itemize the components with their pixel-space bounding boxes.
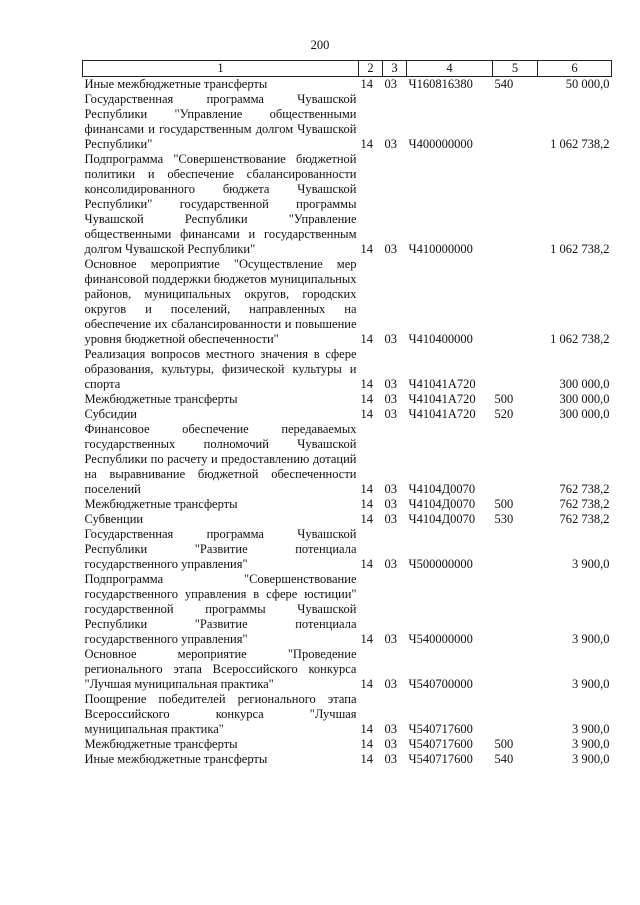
table-header-row bbox=[83, 61, 612, 77]
row-expense-type bbox=[493, 152, 538, 257]
row-expense-type bbox=[493, 257, 538, 347]
row-target-article: Ч540717600 bbox=[408, 737, 473, 751]
row-section: 14 bbox=[360, 242, 373, 256]
row-section: 14 bbox=[360, 77, 373, 91]
row-amount: 1 062 738,2 bbox=[550, 332, 610, 346]
table-row bbox=[83, 257, 612, 347]
row-expense-type bbox=[493, 527, 538, 572]
row-target-article: Ч4104Д0070 bbox=[408, 482, 476, 496]
row-amount: 1 062 738,2 bbox=[550, 137, 610, 151]
row-subsection: 03 bbox=[384, 752, 397, 766]
table-row bbox=[83, 572, 612, 647]
row-description: Субвенции bbox=[84, 512, 144, 526]
row-amount: 3 900,0 bbox=[572, 752, 610, 766]
budget-table bbox=[82, 60, 612, 767]
row-subsection: 03 bbox=[384, 497, 397, 511]
row-subsection: 03 bbox=[384, 737, 397, 751]
row-target-article: Ч41041А720 bbox=[408, 377, 476, 391]
row-target-article: Ч4104Д0070 bbox=[408, 497, 476, 511]
row-amount: 50 000,0 bbox=[565, 77, 610, 91]
header-col-6: 6 bbox=[538, 61, 612, 77]
row-amount: 3 900,0 bbox=[572, 737, 610, 751]
row-section: 14 bbox=[360, 392, 373, 406]
row-target-article: Ч540717600 bbox=[408, 752, 473, 766]
row-target-article: Ч540700000 bbox=[408, 677, 473, 691]
row-amount: 300 000,0 bbox=[559, 392, 610, 406]
row-amount: 300 000,0 bbox=[559, 377, 610, 391]
row-expense-type bbox=[493, 422, 538, 497]
row-amount: 3 900,0 bbox=[572, 557, 610, 571]
row-description: Межбюджетные трансферты bbox=[84, 392, 238, 406]
row-target-article: Ч410000000 bbox=[408, 242, 473, 256]
header-col-3: 3 bbox=[383, 61, 407, 77]
row-expense-type bbox=[493, 647, 538, 692]
row-target-article: Ч4104Д0070 bbox=[408, 512, 476, 526]
table-row bbox=[83, 422, 612, 497]
table-row bbox=[83, 392, 612, 407]
table-row bbox=[83, 737, 612, 752]
row-amount: 3 900,0 bbox=[572, 632, 610, 646]
row-subsection: 03 bbox=[384, 407, 397, 421]
row-expense-type: 530 bbox=[494, 512, 514, 526]
row-section: 14 bbox=[360, 737, 373, 751]
table-row bbox=[83, 92, 612, 152]
table-row bbox=[83, 497, 612, 512]
table-row bbox=[83, 347, 612, 392]
row-section: 14 bbox=[360, 497, 373, 511]
row-subsection: 03 bbox=[384, 557, 397, 571]
row-section: 14 bbox=[360, 752, 373, 766]
row-subsection: 03 bbox=[384, 242, 397, 256]
row-amount: 762 738,2 bbox=[559, 497, 610, 511]
row-section: 14 bbox=[360, 377, 373, 391]
row-subsection: 03 bbox=[384, 722, 397, 736]
row-expense-type: 540 bbox=[494, 752, 514, 766]
header-col-2: 2 bbox=[359, 61, 383, 77]
row-target-article: Ч540717600 bbox=[408, 722, 473, 736]
row-expense-type bbox=[493, 692, 538, 737]
row-subsection: 03 bbox=[384, 632, 397, 646]
table-row bbox=[83, 407, 612, 422]
row-description: Государственная программа Чувашской Республики "Развитие потенциала государственного управления" bbox=[84, 527, 357, 571]
row-amount: 3 900,0 bbox=[572, 722, 610, 736]
row-target-article: Ч540000000 bbox=[408, 632, 473, 646]
row-subsection: 03 bbox=[384, 392, 397, 406]
row-expense-type bbox=[493, 347, 538, 392]
row-section: 14 bbox=[360, 407, 373, 421]
row-description: Межбюджетные трансферты bbox=[84, 497, 238, 511]
row-expense-type: 500 bbox=[494, 737, 514, 751]
row-description: Межбюджетные трансферты bbox=[84, 737, 238, 751]
row-target-article: Ч410400000 bbox=[408, 332, 473, 346]
row-section: 14 bbox=[360, 722, 373, 736]
row-subsection: 03 bbox=[384, 332, 397, 346]
page-number: 200 bbox=[310, 38, 330, 52]
row-description: Основное мероприятие "Осуществление мер финансовой поддержки бюджетов муниципальных районов, муниципальных округов, городских округов и поселений, направленных на обеспечение их сбалансированности и повышение уровня бюджетной обеспеченности" bbox=[84, 257, 357, 346]
row-target-article: Ч41041А720 bbox=[408, 392, 476, 406]
row-description: Субсидии bbox=[84, 407, 137, 421]
table-row bbox=[83, 647, 612, 692]
row-subsection: 03 bbox=[384, 377, 397, 391]
row-description: Реализация вопросов местного значения в сфере образования, культуры, физической культуры и спорта bbox=[84, 347, 357, 391]
row-section: 14 bbox=[360, 512, 373, 526]
row-description: Подпрограмма "Совершенствование бюджетной политики и обеспечение сбалансированности консолидированного бюджета Чувашской Республики" государственной программы Чувашской Республики "Управление общественными финансами и государственным долгом Чувашской Республики" bbox=[84, 152, 357, 256]
table-row bbox=[83, 152, 612, 257]
header-col-1: 1 bbox=[83, 61, 359, 77]
row-section: 14 bbox=[360, 332, 373, 346]
row-description: Иные межбюджетные трансферты bbox=[84, 77, 268, 91]
table-row bbox=[83, 692, 612, 737]
row-description: Финансовое обеспечение передаваемых государственных полномочий Чувашской Республики по расчету и предоставлению дотаций на выравнивание бюджетной обеспеченности поселений bbox=[84, 422, 357, 496]
row-expense-type bbox=[493, 572, 538, 647]
row-expense-type: 500 bbox=[494, 392, 514, 406]
row-description: Иные межбюджетные трансферты bbox=[84, 752, 268, 766]
row-target-article: Ч400000000 bbox=[408, 137, 473, 151]
row-subsection: 03 bbox=[384, 512, 397, 526]
table-row bbox=[83, 752, 612, 767]
row-amount: 1 062 738,2 bbox=[550, 242, 610, 256]
row-expense-type: 520 bbox=[494, 407, 514, 421]
table-row bbox=[83, 512, 612, 527]
row-amount: 300 000,0 bbox=[559, 407, 610, 421]
row-amount: 3 900,0 bbox=[572, 677, 610, 691]
row-section: 14 bbox=[360, 677, 373, 691]
row-description: Подпрограмма "Совершенствование государственного управления в сфере юстиции" государственной программы Чувашской Республики "Развитие потенциала государственного управления" bbox=[84, 572, 357, 646]
row-subsection: 03 bbox=[384, 77, 397, 91]
row-amount: 762 738,2 bbox=[559, 512, 610, 526]
row-expense-type: 540 bbox=[494, 77, 514, 91]
row-amount: 762 738,2 bbox=[559, 482, 610, 496]
row-description: Поощрение победителей регионального этапа Всероссийского конкурса "Лучшая муниципальная практика" bbox=[84, 692, 357, 736]
table-row bbox=[83, 527, 612, 572]
header-col-4: 4 bbox=[407, 61, 493, 77]
row-description: Государственная программа Чувашской Республики "Управление общественными финансами и государственным долгом Чувашской Республики" bbox=[84, 92, 357, 151]
row-target-article: Ч500000000 bbox=[408, 557, 473, 571]
row-section: 14 bbox=[360, 137, 373, 151]
table-row bbox=[83, 77, 612, 93]
row-section: 14 bbox=[360, 632, 373, 646]
row-target-article: Ч41041А720 bbox=[408, 407, 476, 421]
row-target-article: Ч160816380 bbox=[408, 77, 473, 91]
row-expense-type bbox=[493, 92, 538, 152]
row-description: Основное мероприятие "Проведение регионального этапа Всероссийского конкурса "Лучшая муниципальная практика" bbox=[84, 647, 357, 691]
header-col-5: 5 bbox=[493, 61, 538, 77]
row-subsection: 03 bbox=[384, 677, 397, 691]
row-expense-type: 500 bbox=[494, 497, 514, 511]
row-subsection: 03 bbox=[384, 137, 397, 151]
row-section: 14 bbox=[360, 482, 373, 496]
row-subsection: 03 bbox=[384, 482, 397, 496]
row-section: 14 bbox=[360, 557, 373, 571]
